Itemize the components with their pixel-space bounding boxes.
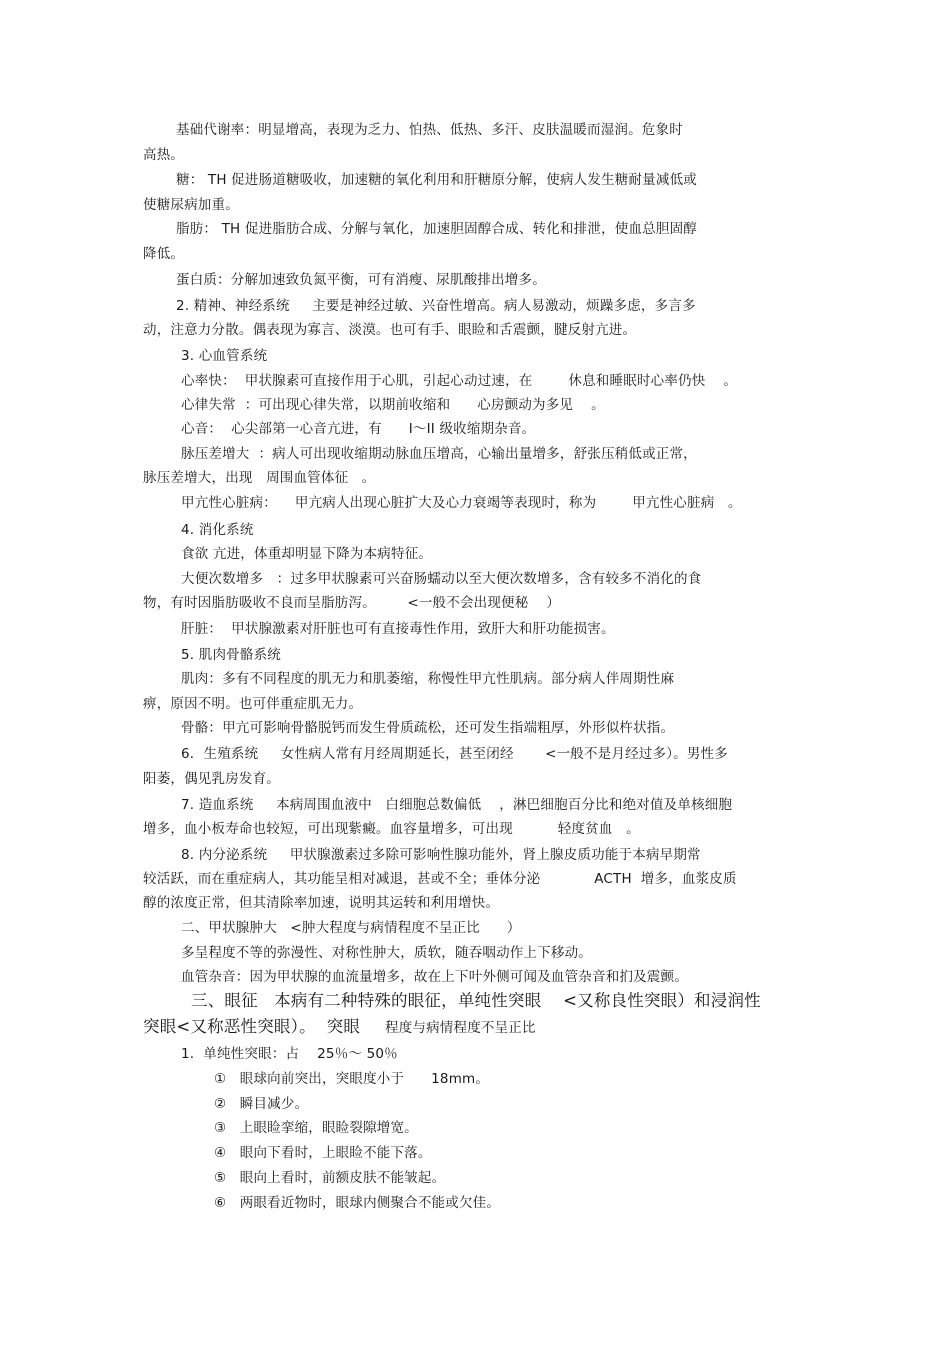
section-heading: 4. 消化系统 xyxy=(181,522,254,538)
text-line: 心音： 心尖部第一心音亢进，有 I～II 级收缩期杂音。 xyxy=(181,421,536,437)
text-line: 6．生殖系统 女性病人常有月经周期延长，甚至闭经 <一般不是月经过多）。男性多 xyxy=(181,746,728,762)
text-line: 血管杂音：因为甲状腺的血流量增多，故在上下叶外侧可闻及血管杂音和扪及震颤。 xyxy=(181,969,688,985)
text-line: 脉压差增大 ：病人可出现收缩期动脉血压增高，心输出量增多，舒张压稍低或正常， xyxy=(181,446,697,462)
list-item: ④ 眼向下看时，上眼睑不能下落。 xyxy=(214,1145,432,1161)
section-heading: 1. 单纯性突眼：占 25％～ 50％ xyxy=(181,1046,398,1062)
text-line: 基础代谢率：明显增高，表现为乏力、怕热、低热、多汗、皮肤温暖而湿润。危象时 xyxy=(176,122,683,138)
text-line: 较活跃，而在重症病人，其功能呈相对减退，甚或不全；垂体分泌 ACTH 增多，血浆皮质 xyxy=(143,871,737,887)
list-item: ② 瞬目减少。 xyxy=(214,1096,309,1112)
text-line: 物，有时因脂肪吸收不良而呈脂肪泻。 <一般不会出现便秘 ） xyxy=(143,595,561,611)
text-line: 蛋白质：分解加速致负氮平衡，可有消瘦、尿肌酸排出增多。 xyxy=(176,272,546,288)
section-heading: 三、眼征 本病有二种特殊的眼征，单纯性突眼 <又称良性突眼）和浸润性 xyxy=(191,991,761,1010)
text-line: 突眼<又称恶性突眼）。 突眼 xyxy=(143,1017,361,1036)
text-line: 阳萎，偶见乳房发育。 xyxy=(143,771,280,787)
text-line: 醇的浓度正常，但其清除率加速，说明其运转和利用增快。 xyxy=(143,895,500,911)
text-line: 糖： TH 促进肠道糖吸收，加速糖的氧化利用和肝糖原分解，使病人发生糖耐量减低或 xyxy=(176,172,697,188)
text-line: 多呈程度不等的弥漫性、对称性肿大，质软，随吞咽动作上下移动。 xyxy=(181,945,592,961)
text-line: 心率快： 甲状腺素可直接作用于心肌，引起心动过速，在 休息和睡眠时心率仍快 。 xyxy=(181,373,738,389)
list-item: ① 眼球向前突出，突眼度小于 18mm。 xyxy=(214,1071,490,1087)
list-item: ⑥ 两眼看近物时，眼球内侧聚合不能或欠佳。 xyxy=(214,1195,501,1211)
text-line: 肌肉：多有不同程度的肌无力和肌萎缩，称慢性甲亢性肌病。部分病人伴周期性麻 xyxy=(181,671,675,687)
text-line: 增多，血小板寿命也较短，可出现紫癜。血容量增多，可出现 轻度贫血 。 xyxy=(143,821,640,837)
list-item: ③ 上眼睑挛缩，眼睑裂隙增宽。 xyxy=(214,1120,418,1136)
text-line: 8. 内分泌系统 甲状腺激素过多除可影响性腺功能外，肾上腺皮质功能于本病早期常 xyxy=(181,847,701,863)
text-line: 食欲 亢进，体重却明显下降为本病特征。 xyxy=(181,546,433,562)
list-item: ⑤ 眼向上看时，前额皮肤不能皱起。 xyxy=(214,1170,446,1186)
text-line: 肝脏： 甲状腺激素对肝脏也可有直接毒性作用，致肝大和肝功能损害。 xyxy=(181,621,615,637)
text-line: 大便次数增多 ：过多甲状腺素可兴奋肠蠕动以至大便次数增多，含有较多不消化的食 xyxy=(181,571,702,587)
section-heading: 3. 心血管系统 xyxy=(181,348,268,364)
text-line: 脂肪： TH 促进脂肪合成、分解与氧化，加速胆固醇合成、转化和排泄，使血总胆固醇 xyxy=(176,221,697,237)
text-line: 甲亢性心脏病： 甲亢病人出现心脏扩大及心力衰竭等表现时，称为 甲亢性心脏病 。 xyxy=(181,495,742,511)
text-line: 骨骼：甲亢可影响骨骼脱钙而发生骨质疏松，还可发生指端粗厚，外形似杵状指。 xyxy=(181,720,675,736)
text-line: 心律失常 ：可出现心律失常，以期前收缩和 心房颤动为多见 。 xyxy=(181,397,605,413)
text-line: 高热。 xyxy=(143,147,185,163)
text-line: 脉压差增大，出现 周围血管体征 。 xyxy=(143,470,376,486)
section-heading: 二、甲状腺肿大 <肿大程度与病情程度不呈正比 ） xyxy=(181,920,521,936)
text-line: 痹，原因不明。也可伴重症肌无力。 xyxy=(143,696,363,712)
section-heading: 5. 肌肉骨骼系统 xyxy=(181,647,281,663)
text-line: 使糖尿病加重。 xyxy=(143,197,239,213)
text-line: 降低。 xyxy=(143,246,185,262)
text-line: 7. 造血系统 本病周围血液中 白细胞总数偏低 ，淋巴细胞百分比和绝对值及单核细胞 xyxy=(181,797,733,813)
text-line: 程度与病情程度不呈正比 xyxy=(385,1020,536,1036)
text-line: 动，注意力分散。偶表现为寡言、淡漠。也可有手、眼睑和舌震颤，腱反射亢进。 xyxy=(143,322,637,338)
text-line: 2. 精神、神经系统 主要是神经过敏、兴奋性增高。病人易激动，烦躁多虑，多言多 xyxy=(176,298,696,314)
